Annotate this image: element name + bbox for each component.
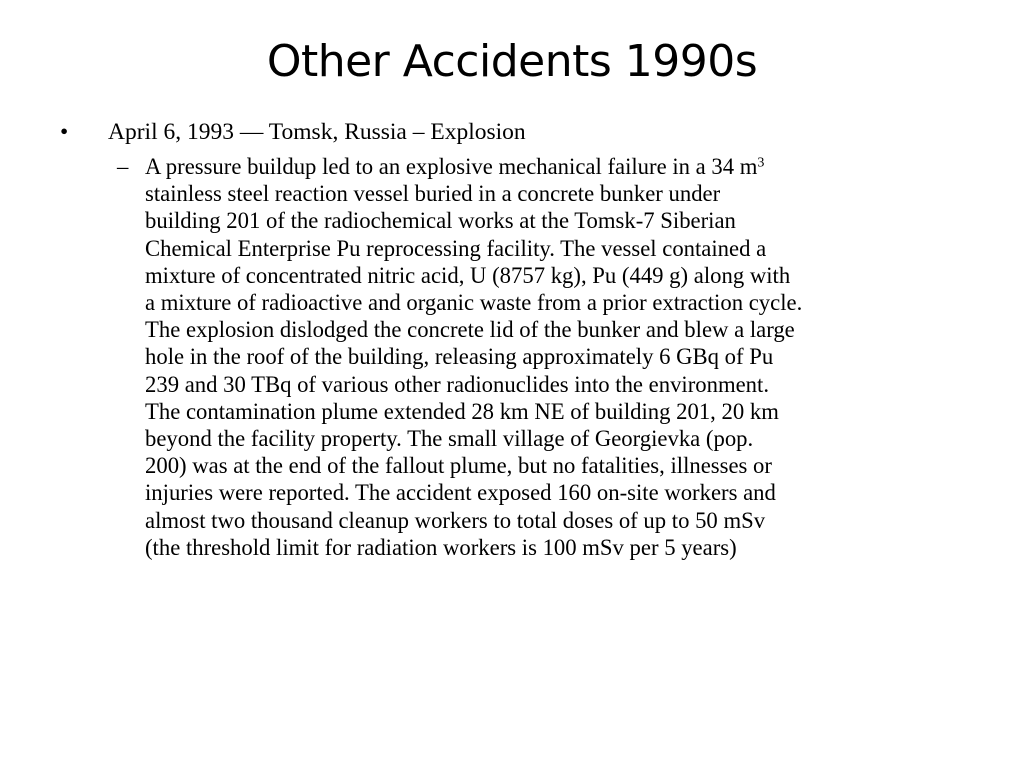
- paragraph-line: mixture of concentrated nitric acid, U (8757 kg), Pu (449 g) along with: [145, 262, 791, 288]
- paragraph-line: The explosion dislodged the concrete lid of the bunker and blew a large: [145, 317, 795, 343]
- paragraph-line: [145, 153, 980, 180]
- sub-bullet-marker: –: [117, 154, 129, 179]
- paragraph-line: hole in the roof of the building, releasing approximately 6 GBq of Pu: [145, 344, 774, 370]
- paragraph-line: beyond the facility property. The small village of Georgievka (pop.: [145, 426, 754, 452]
- paragraph-line: injuries were reported. The accident exposed 160 on-site workers and: [145, 480, 776, 506]
- bullet-text: April 6, 1993 — Tomsk, Russia – Explosion: [108, 119, 526, 145]
- paragraph-line: a mixture of radioactive and organic waste from a prior extraction cycle.: [145, 290, 803, 316]
- paragraph-line: building 201 of the radiochemical works at the Tomsk-7 Siberian: [145, 208, 736, 234]
- paragraph-line: almost two thousand cleanup workers to total doses of up to 50 mSv: [145, 507, 766, 533]
- paragraph-line: The contamination plume extended 28 km NE of building 201, 20 km: [145, 398, 779, 424]
- paragraph-first-line: A pressure buildup led to an explosive mechanical failure in a 34 m: [145, 154, 758, 179]
- slide-title: Other Accidents 1990s: [266, 36, 758, 87]
- paragraph-line: Chemical Enterprise Pu reprocessing facility. The vessel contained a: [145, 235, 767, 261]
- superscript: 3: [757, 154, 765, 171]
- paragraph-line: 200) was at the end of the fallout plume, but no fatalities, illnesses or: [145, 453, 772, 479]
- paragraph-line: (the threshold limit for radiation workers is 100 mSv per 5 years): [145, 534, 737, 560]
- paragraph-line: stainless steel reaction vessel buried in a concrete bunker under: [145, 181, 721, 207]
- bullet-marker: •: [60, 119, 69, 145]
- paragraph-line: 239 and 30 TBq of various other radionuclides into the environment.: [145, 371, 769, 397]
- sub-bullet-body: [145, 153, 980, 561]
